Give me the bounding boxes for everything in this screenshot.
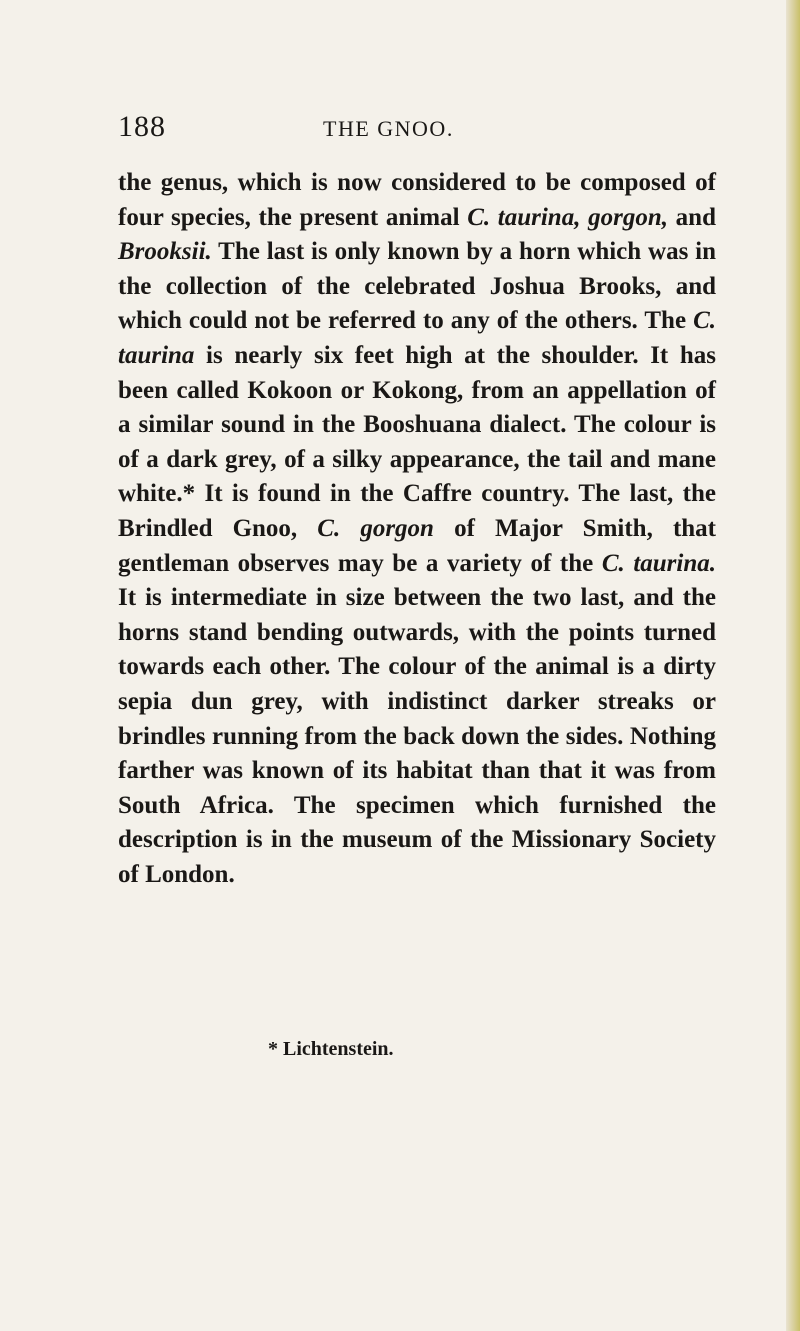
species-name: C. taurina, gorgon, <box>467 203 669 231</box>
footnote: * Lichtenstein. <box>268 1038 394 1060</box>
page-number: 188 <box>118 110 166 143</box>
text-segment: The last is only known by a horn which was in the collection of the celebrated Joshua Brooks, and which could not be referred to any of the others. The <box>118 238 716 335</box>
body-text <box>118 166 716 892</box>
species-name: C. gorgon <box>317 514 434 542</box>
running-head <box>118 110 718 150</box>
text-segment: of Major Smith, that gentleman observes may be a variety of the <box>118 514 716 577</box>
text-segment: and <box>668 203 716 231</box>
species-name: Brooksii. <box>118 238 212 266</box>
text-segment: It is intermediate in size between the two last, and the horns stand bending outwards, with the points turned towards each other. The colour of the animal is a dirty sepia dun grey, with indistinct darker streaks or brindles running from the back down the sides. Nothing farther was known of its habitat than that it was from South Africa. The specimen which furnished the description is in the museum of the Missionary Society of London. <box>118 584 716 888</box>
page-edge <box>786 0 800 1331</box>
text-segment: the genus, which is now considered to be composed of four species, the present animal <box>118 169 716 231</box>
species-name: C. taurina. <box>601 549 716 577</box>
text-segment: is nearly six feet high at the shoulder. It has been called Kokoon or Kokong, from an appellation of a similar sound in the Booshuana dialect. The colour is of a dark grey, of a silky appearance, the tail and mane white.* It is found in the Caffre country. The last, the Brindled Gnoo, <box>118 341 716 542</box>
page-header: THE GNOO. <box>323 116 454 141</box>
species-name: C. taurina <box>118 307 716 369</box>
